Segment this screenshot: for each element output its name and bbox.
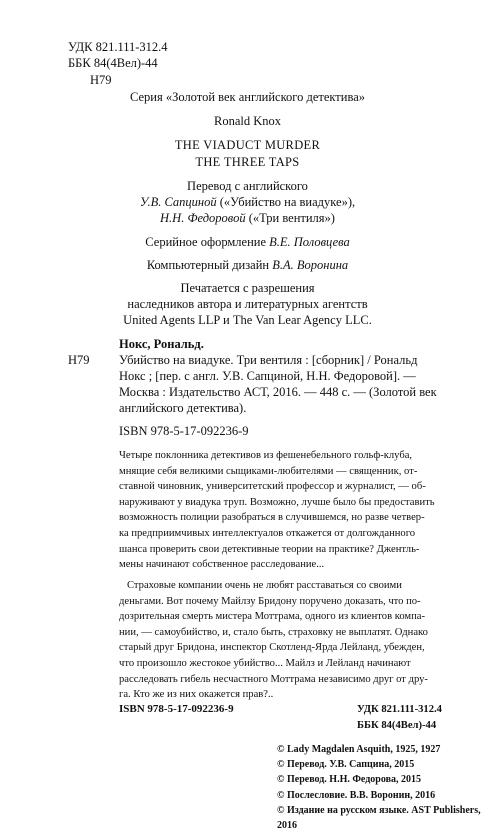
footer-bbk: ББК 84(4Вел)-44 [357, 720, 437, 731]
bbk-code: ББК 84(4Вел)-44 [68, 56, 158, 70]
blurb-line: шанса проверить свои детективные теории на практике? Джентль- [119, 543, 420, 555]
translator-line-2: Н.Н. Федоровой («Три вентиля») [160, 211, 335, 225]
blurb-line: га. Кто же из них окажется прав?.. [119, 689, 274, 701]
permission-line-1: Печатается с разрешения [180, 281, 315, 295]
blurb-line: мены начинают собственное расследование... [119, 559, 325, 571]
series-line: Серия «Золотой век английского детектива» [130, 90, 365, 104]
blurb-line: возможность полиции разобраться в случившемся, но разве четвер- [119, 512, 425, 524]
series-design-credit: Серийное оформление В.Е. Половцева [145, 235, 350, 249]
blurb-line: старый друг Бридона, инспектор Скотленд-Ярда Лейланд, убежден, [119, 642, 425, 654]
blurb-line: наруживают у виадука труп. Возможно, лучше было бы предоставить [119, 496, 435, 508]
catalog-line: Москва : Издательство АСТ, 2016. — 448 с. — (Золотой век [119, 385, 437, 399]
catalog-line: Убийство на виадуке. Три вентиля : [сборник] / Рональд [119, 353, 418, 367]
blurb-line: Страховые компании очень не любят расставаться со своими [127, 580, 402, 591]
blurb-line: мнящие себя великими сыщиками-любителями — священник, от- [119, 465, 418, 477]
author-code: Н79 [90, 73, 112, 87]
catalog-isbn: ISBN 978-5-17-092236-9 [119, 424, 249, 438]
translator-line-1: У.В. Сапциной («Убийство на виадуке»), [139, 195, 356, 209]
copyright-line: © Послесловие. В.В. Воронин, 2016 [277, 789, 436, 801]
copyright-line: © Lady Magdalen Asquith, 1925, 1927 [277, 744, 441, 755]
permission-line-3: United Agents LLP и The Van Lear Agency LLC. [123, 313, 372, 327]
original-title-1: THE VIADUCT MURDER [174, 138, 321, 152]
blurb-line: нии, — самоубийство, и, стало быть, страховку не выплатят. Однако [119, 626, 428, 638]
copyright-line: © Издание на русском языке. AST Publishers, 2016 [277, 804, 481, 832]
blurb-line: ставной чиновник, университетский профессор и журналист, — об- [119, 481, 426, 493]
catalog-line: Нокс ; [пер. с англ. У.В. Сапциной, Н.Н. Федоровой]. — [119, 369, 416, 383]
catalog-author-heading: Нокс, Рональд. [119, 337, 204, 351]
footer-isbn: ISBN 978-5-17-092236-9 [119, 703, 234, 715]
blurb-line: Четыре поклонника детективов из фешенебельного гольф-клуба, [119, 450, 413, 461]
footer-udk: УДК 821.111-312.4 [357, 704, 442, 715]
translator-name-1: У.В. Сапциной [139, 195, 217, 209]
catalog-code: Н79 [68, 353, 90, 367]
permission-line-2: наследников автора и литературных агентств [127, 297, 368, 311]
original-author: Ronald Knox [213, 114, 281, 128]
udk-code: УДК 821.111-312.4 [68, 40, 168, 54]
blurb-paragraph-2 [119, 578, 471, 703]
blurb-line: ка предприимчивых интеллектуалов откажется от долгожданного [119, 527, 416, 539]
translator-name-2: Н.Н. Федоровой [160, 211, 246, 225]
blurb-line: расследовать гибель несчастного Моттрама независимо друг от дру- [119, 673, 428, 685]
blurb-line: что произошло жестокое убийство... Майлз и Лейланд начинают [119, 657, 411, 669]
blurb-paragraph-1 [119, 448, 471, 573]
catalog-line: английского детектива). [119, 401, 247, 415]
blurb-line: деньгами. Вот почему Майлзу Бридону поручено доказать, что по- [119, 595, 421, 607]
translation-heading: Перевод с английского [187, 179, 308, 193]
copyright-line: © Перевод. Н.Н. Федорова, 2015 [277, 774, 422, 786]
copyright-block [277, 742, 495, 833]
blurb-line: дозрительная смерть мистера Моттрама, одного из клиентов компа- [119, 611, 426, 623]
copyright-line: © Перевод. У.В. Сапцина, 2015 [277, 759, 415, 771]
computer-design-credit: Компьютерный дизайн В.А. Воронина [146, 258, 349, 272]
original-title-2: THE THREE TAPS [195, 155, 300, 169]
